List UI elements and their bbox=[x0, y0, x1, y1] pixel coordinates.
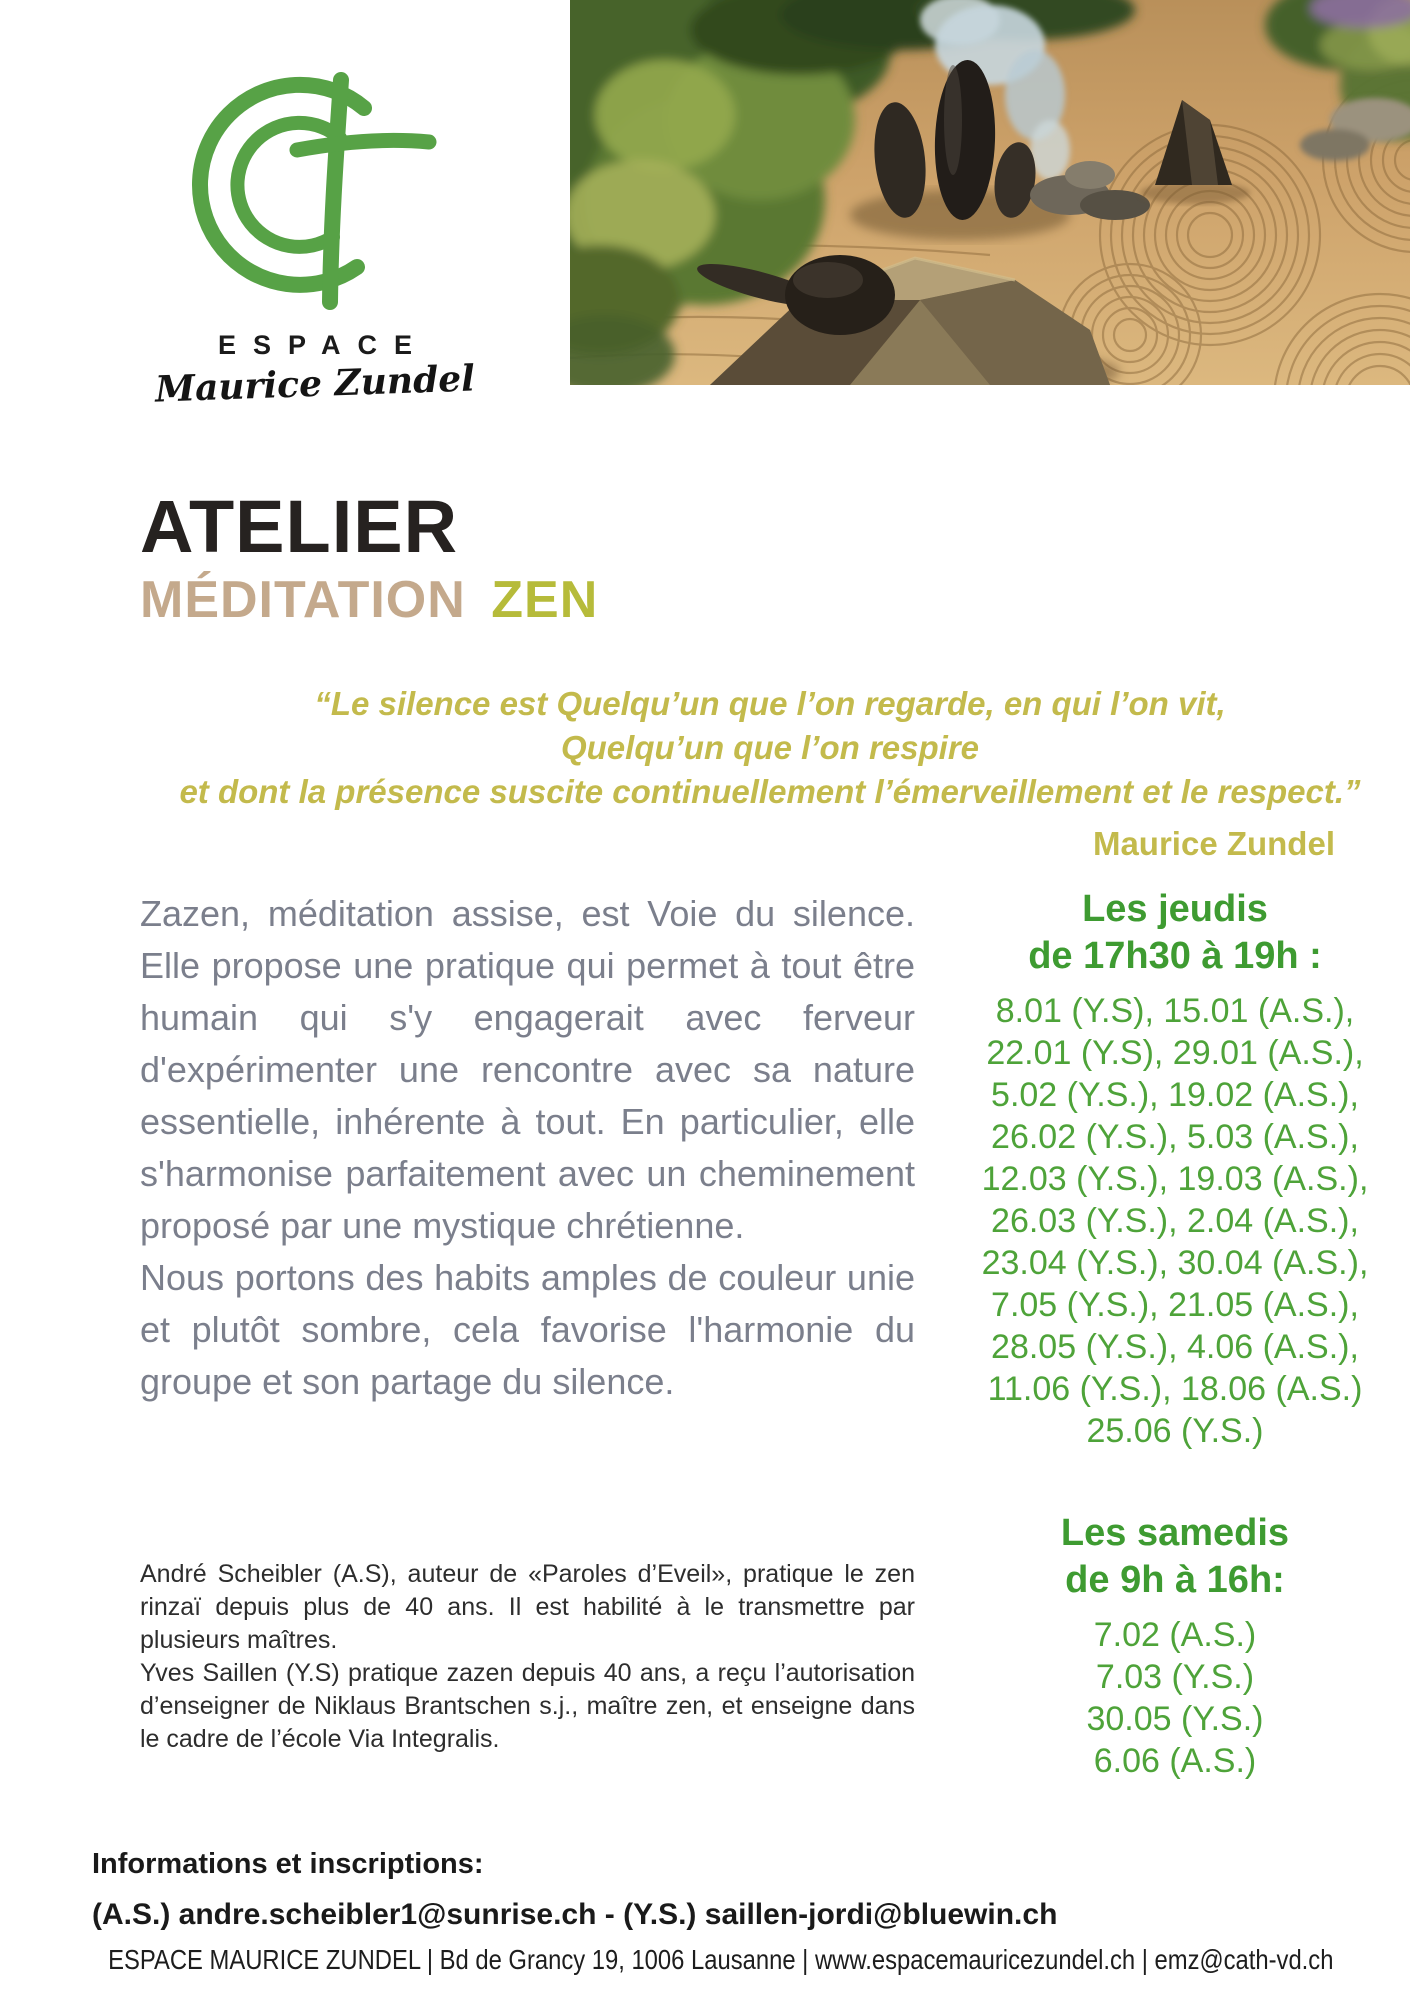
title-meditation-zen bbox=[140, 571, 599, 629]
date-line: 28.05 (Y.S.), 4.06 (A.S.), bbox=[991, 1328, 1359, 1366]
quote-line-1: “Le silence est Quelqu’un que l’on regarde, en qui l’on vit, bbox=[314, 685, 1226, 722]
title-word-meditation: MÉDITATION bbox=[140, 571, 466, 629]
date-line: 8.01 (Y.S), 15.01 (A.S.), bbox=[995, 992, 1355, 1030]
saturdays-header-line-2: de 9h à 16h: bbox=[1065, 1559, 1285, 1601]
date-line: 11.06 (Y.S.), 18.06 (A.S.) bbox=[987, 1370, 1363, 1408]
thursdays-dates bbox=[960, 990, 1390, 1452]
logo-org-name: ESPACE bbox=[217, 330, 430, 360]
date-line: 30.05 (Y.S.) bbox=[1086, 1700, 1264, 1738]
contact-emails: (A.S.) andre.scheibler1@sunrise.ch - (Y.S.) saillen-jordi@bluewin.ch bbox=[92, 1898, 1058, 1931]
date-line: 22.01 (Y.S), 29.01 (A.S.), bbox=[986, 1034, 1364, 1072]
date-line: 7.03 (Y.S.) bbox=[1095, 1658, 1255, 1696]
saturdays-header bbox=[960, 1510, 1390, 1604]
flyer-title bbox=[140, 485, 599, 629]
bio-andre-scheibler: André Scheibler (A.S), auteur de «Paroles d’Eveil», pratique le zen rinzaï depuis plus de 40 ans. Il est habilité à le transmettre par plusieurs maîtres. bbox=[140, 1560, 915, 1654]
date-line: 26.03 (Y.S.), 2.04 (A.S.), bbox=[991, 1202, 1359, 1240]
title-atelier: ATELIER bbox=[140, 485, 459, 568]
date-line: 12.03 (Y.S.), 19.03 (A.S.), bbox=[981, 1160, 1369, 1198]
quote-attribution: Maurice Zundel bbox=[1092, 825, 1335, 862]
date-line: 25.06 (Y.S.) bbox=[1086, 1412, 1264, 1450]
espace-maurice-zundel-logo bbox=[150, 50, 480, 411]
zundel-quote bbox=[140, 682, 1400, 866]
thursdays-header-line-1: Les jeudis bbox=[1082, 888, 1268, 930]
schedule-column bbox=[960, 886, 1390, 1782]
footer bbox=[0, 1944, 1410, 1976]
contact-block bbox=[92, 1848, 1057, 1932]
bio-yves-saillen: Yves Saillen (Y.S) pratique zazen depuis 40 ans, a reçu l’autorisation d’enseigner de Niklaus Brantschen s.j., maître zen, et enseigne dans le cadre de l’école Via Integralis. bbox=[140, 1659, 915, 1753]
thursdays-header bbox=[960, 886, 1390, 980]
quote-line-2: Quelqu’un que l’on respire bbox=[560, 729, 980, 766]
intro-paragraph-1: Zazen, méditation assise, est Voie du silence. Elle propose une pratique qui permet à tout être humain qui s'y engagerait avec ferveur d'expérimenter une rencontre avec sa nature essentielle, inhérente à tout. En particulier, elle s'harmonise parfaitement avec un cheminement proposé par une mystique chrétienne. bbox=[140, 893, 915, 1246]
thursdays-header-line-2: de 17h30 à 19h : bbox=[1028, 935, 1322, 977]
saturdays-header-line-1: Les samedis bbox=[1060, 1512, 1290, 1554]
date-line: 6.06 (A.S.) bbox=[1093, 1742, 1257, 1780]
logo-cross-circle-icon bbox=[185, 50, 445, 320]
teacher-bios bbox=[140, 1558, 915, 1756]
title-word-zen: ZEN bbox=[491, 571, 599, 629]
date-line: 26.02 (Y.S.), 5.03 (A.S.), bbox=[991, 1118, 1359, 1156]
date-line: 5.02 (Y.S.), 19.02 (A.S.), bbox=[991, 1076, 1359, 1114]
intro-text bbox=[140, 888, 915, 1408]
quote-line-3: et dont la présence suscite continuellement l’émerveillement et le respect.” bbox=[179, 773, 1361, 810]
date-line: 23.04 (Y.S.), 30.04 (A.S.), bbox=[981, 1244, 1369, 1282]
contact-heading: Informations et inscriptions: bbox=[92, 1848, 484, 1880]
saturdays-dates bbox=[960, 1614, 1390, 1782]
date-line: 7.02 (A.S.) bbox=[1093, 1616, 1257, 1654]
intro-paragraph-2: Nous portons des habits amples de couleur unie et plutôt sombre, cela favorise l'harmonie du groupe et son partage du silence. bbox=[140, 1257, 915, 1402]
footer-address-line: ESPACE MAURICE ZUNDEL | Bd de Grancy 19, 1006 Lausanne | www.espacemauricezundel.ch | emz@cath-vd.ch bbox=[108, 1944, 1334, 1975]
date-line: 7.05 (Y.S.), 21.05 (A.S.), bbox=[991, 1286, 1359, 1324]
logo-signature-text: Maurice Zundel bbox=[154, 357, 476, 411]
zen-garden-photo bbox=[570, 0, 1410, 385]
